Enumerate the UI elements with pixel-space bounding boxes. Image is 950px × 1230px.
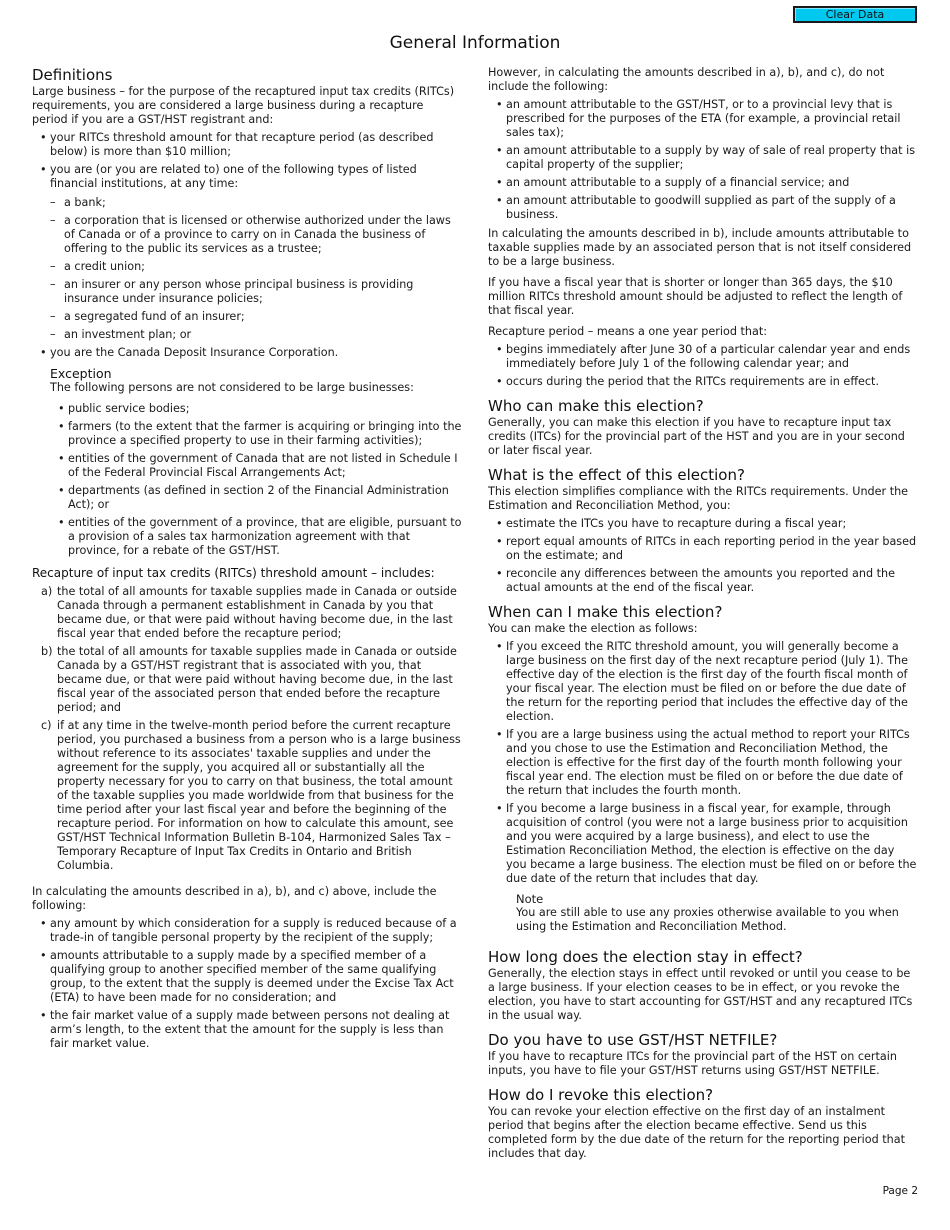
large-business-list [32,131,462,191]
list-item [32,645,462,715]
large-business-list-cont [32,346,462,360]
list-item: • an amount attributable to a supply by way of sale of real property that is capital property of the supplier; [488,144,918,172]
note-heading: Note [516,892,544,906]
recapture-period-list [488,343,918,389]
list-label: c) [41,719,52,732]
list-item: – an investment plan; or [32,328,462,342]
right-column [488,66,918,1161]
threshold-list [32,585,462,873]
netfile-text: If you have to recapture ITCs for the provincial part of the HST on certain inputs, you have to file your GST/HST returns using GST/HST NETFILE. [488,1050,897,1077]
exception-intro: The following persons are not considered to be large businesses: [50,381,414,394]
page-title: General Information [389,33,561,53]
who-text: Generally, you can make this election if you have to recapture input tax credits (ITCs) for the provincial part of the HST and you are in your second or later fiscal year. [488,416,905,457]
list-item: • entities of the government of Canada that are not listed in Schedule I of the Federal Provincial Fiscal Arrangements Act; [50,452,462,480]
list-item: • the fair market value of a supply made between persons not dealing at arm’s length, to the extent that the amount for the supply is less than fair market value. [32,1009,462,1051]
exception-heading: Exception [50,366,112,381]
list-item: • you are the Canada Deposit Insurance Corporation. [32,346,462,360]
list-item: • estimate the ITCs you have to recapture during a fiscal year; [488,517,918,531]
list-item: • begins immediately after June 30 of a particular calendar year and ends immediately before July 1 of the following calendar year; and [488,343,918,371]
note-block [516,892,918,934]
list-item: • amounts attributable to a supply made by a specified member of a qualifying group to another specified member of the same qualifying group, to the extent that the supply is deemed under the Excise Tax Act (ETA) to have been made for no consideration; and [32,949,462,1005]
definitions-heading: Definitions [32,66,113,84]
financial-institutions-list [32,196,462,342]
list-label: b) [41,645,53,658]
list-item: • If you become a large business in a fiscal year, for example, through acquisition of control (you were not a large business prior to acquisition and you were acquired by a large business), and elect to use the Estimation Reconciliation Method, the election is effective on the day you became a large business. The election must be filed on or before the due date of the return that includes that day. [488,802,918,886]
list-item: • occurs during the period that the RITCs requirements are in effect. [488,375,918,389]
netfile-heading: Do you have to use GST/HST NETFILE? [488,1031,778,1049]
list-item-text: the total of all amounts for taxable supplies made in Canada or outside Canada through a permanent establishment in Canada by you that became due, or that were paid without having become due, in the last fiscal year that ended before the recapture period; [57,585,457,640]
when-list [488,640,918,886]
associated-paragraph: In calculating the amounts described in b), include amounts attributable to taxable supplies made by an associated person that is not itself considered to be a large business. [488,227,912,268]
how-long-heading: How long does the election stay in effect? [488,948,803,966]
list-label: a) [41,585,53,598]
not-include-list [488,98,918,222]
when-intro: You can make the election as follows: [488,622,698,635]
list-item: • an amount attributable to a supply of a financial service; and [488,176,918,190]
list-item [32,585,462,641]
left-column [32,66,462,1056]
list-item: • your RITCs threshold amount for that recapture period (as described below) is more than $10 million; [32,131,462,159]
include-intro: In calculating the amounts described in a), b), and c) above, include the following: [32,885,437,912]
who-heading: Who can make this election? [488,397,704,415]
page-number: Page 2 [882,1185,918,1197]
list-item: • public service bodies; [50,402,462,416]
recapture-period-intro: Recapture period – means a one year period that: [488,325,767,338]
list-item: • report equal amounts of RITCs in each reporting period in the year based on the estimate; and [488,535,918,563]
clear-data-button[interactable]: Clear Data [793,6,917,23]
revoke-heading: How do I revoke this election? [488,1086,714,1104]
list-item: • If you exceed the RITC threshold amount, you will generally become a large business on the first day of the next recapture period (July 1). The effective day of the election is the first day of the fourth fiscal month of your fiscal year. The election must be filed on or before the due date of the return for the reporting period that includes the effective day of the election. [488,640,918,724]
when-heading: When can I make this election? [488,603,723,621]
include-list [32,917,462,1051]
list-item: – a corporation that is licensed or otherwise authorized under the laws of Canada or of a province to carry on in Canada the business of offering to the public its services as a trustee; [32,214,462,256]
list-item: – a credit union; [32,260,462,274]
note-text: You are still able to use any proxies otherwise available to you when using the Estimation and Reconciliation Method. [516,906,899,933]
list-item: – an insurer or any person whose principal business is providing insurance under insurance policies; [32,278,462,306]
revoke-text: You can revoke your election effective on the first day of an instalment period that begins after the election became effective. Send us this completed form by the due date of the return for the reporting period that includes that day. [488,1105,905,1160]
list-item: • an amount attributable to goodwill supplied as part of the supply of a business. [488,194,918,222]
effect-list [488,517,918,595]
list-item-text: the total of all amounts for taxable supplies made in Canada or outside Canada by a GST/HST registrant that is associated with you, that became due, or that were paid without having become due, in the last fiscal year of the associated person that ended before the recapture period; and [57,645,457,714]
effect-intro: This election simplifies compliance with the RITCs requirements. Under the Estimation and Reconciliation Method, you: [488,485,909,512]
list-item: • reconcile any differences between the amounts you reported and the actual amounts at the end of the fiscal year. [488,567,918,595]
exception-block [50,366,462,558]
list-item: • an amount attributable to the GST/HST, or to a provincial levy that is prescribed for the purposes of the ETA (for example, a provincial retail sales tax); [488,98,918,140]
list-item: – a segregated fund of an insurer; [32,310,462,324]
list-item-text: if at any time in the twelve-month period before the current recapture period, you purchased a business from a person who is a large business without reference to its associates' taxable supplies and under the agreement for the supply, you acquired all or substantially all the property necessary for you to carry on that business, the total amount of the taxable supplies you made worldwide from that business for the time period after your last fiscal year and before the beginning of the recapture period. For information on how to calculate this amount, see GST/HST Technical Information Bulletin B-104, Harmonized Sales Tax – Temporary Recapture of Input Tax Credits in Ontario and British Columbia. [57,719,461,872]
list-item-text: you are (or you are related to) one of the following types of listed financial institutions, at any time: [50,163,417,190]
how-long-text: Generally, the election stays in effect until revoked or until you cease to be a large business. If your election ceases to be in effect, or you revoke the election, you have to start accounting for GST/HST and any recaptured ITCs in the usual way. [488,967,913,1022]
exception-list [50,402,462,558]
list-item: • any amount by which consideration for a supply is reduced because of a trade-in of tangible personal property by the recipient of the supply; [32,917,462,945]
list-item: • departments (as defined in section 2 of the Financial Administration Act); or [50,484,462,512]
fiscal-year-paragraph: If you have a fiscal year that is shorter or longer than 365 days, the $10 million RITCs threshold amount should be adjusted to reflect the length of that fiscal year. [488,276,903,317]
list-item: • farmers (to the extent that the farmer is acquiring or bringing into the province a specified property to use in their farming activities); [50,420,462,448]
large-business-intro: Large business – for the purpose of the recaptured input tax credits (RITCs) requirements, you are considered a large business during a recapture period if you are a GST/HST registrant and: [32,85,455,126]
list-item [32,163,462,191]
threshold-heading: Recapture of input tax credits (RITCs) threshold amount – includes: [32,566,435,580]
effect-heading: What is the effect of this election? [488,466,745,484]
list-item: • entities of the government of a province, that are eligible, pursuant to a provision of a sales tax harmonization agreement with that province, for a rebate of the GST/HST. [50,516,462,558]
list-item [32,719,462,873]
not-include-intro: However, in calculating the amounts described in a), b), and c), do not include the following: [488,66,885,93]
list-item: – a bank; [32,196,462,210]
list-item: • If you are a large business using the actual method to report your RITCs and you chose to use the Estimation and Reconciliation Method, the election is effective for the first day of the fourth month following your fiscal year end. The election must be filed on or before the due date of the return that includes the fourth month. [488,728,918,798]
